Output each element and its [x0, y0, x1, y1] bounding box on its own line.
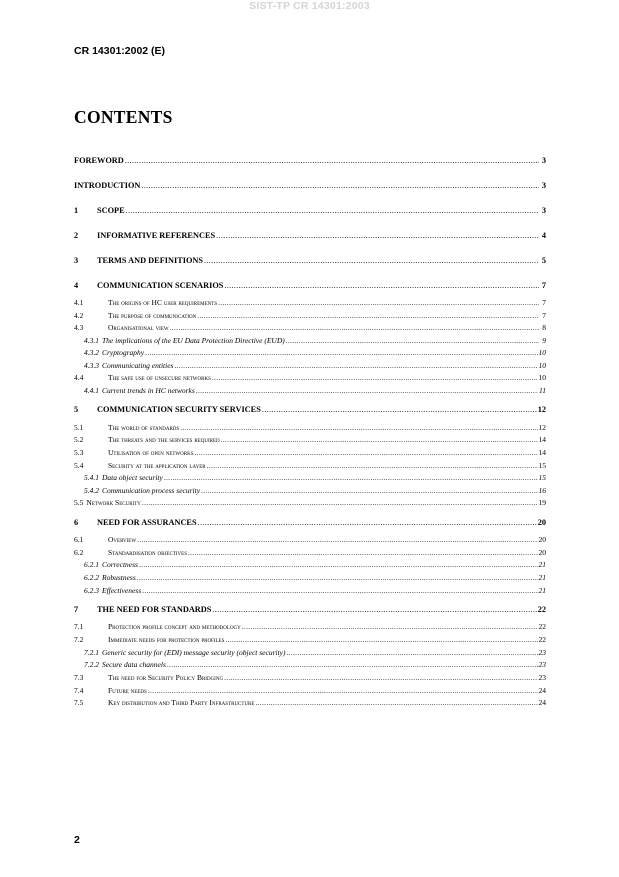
- toc-entry-title: COMMUNICATION SECURITY SERVICES: [97, 405, 261, 414]
- toc-entry-page: 21: [538, 560, 546, 569]
- toc-entry-title: The purpose of communication: [108, 311, 197, 320]
- toc-entry-page: 8: [542, 323, 546, 332]
- toc-entry[interactable]: [74, 686, 546, 696]
- toc-entry[interactable]: [74, 205, 546, 216]
- toc-entry-title: Key distribution and Third Party Infrastructure: [108, 698, 255, 707]
- toc-entry-page: 10: [538, 348, 546, 357]
- document-id: CR 14301:2002 (E): [74, 45, 166, 57]
- toc-entry[interactable]: [74, 373, 546, 383]
- toc-leader-dots: [196, 386, 538, 396]
- toc-entry[interactable]: [74, 230, 546, 241]
- toc-entry[interactable]: [74, 448, 546, 458]
- toc-leader-dots: [197, 311, 539, 321]
- toc-leader-dots: [142, 586, 537, 596]
- toc-entry[interactable]: [74, 361, 546, 371]
- toc-entry-number: 1: [74, 206, 79, 215]
- toc-entry-title: The implications of the EU Data Protection Directive (EUD): [102, 336, 285, 345]
- toc-entry-number: 4.4: [74, 373, 84, 382]
- toc-leader-dots: [216, 230, 539, 241]
- toc-entry-page: 7: [542, 298, 546, 307]
- toc-entry-page: 23: [538, 648, 546, 657]
- toc-entry-page: 3: [541, 156, 546, 165]
- toc-entry-title: Standardisation objectives: [108, 548, 187, 557]
- toc-entry[interactable]: [74, 461, 546, 471]
- toc-entry[interactable]: [74, 622, 546, 632]
- toc-entry-page: 4: [541, 231, 546, 240]
- toc-entry-title: Organisational view: [108, 323, 169, 332]
- toc-entry-page: 23: [538, 660, 546, 669]
- toc-entry-page: 22: [537, 605, 546, 614]
- toc-entry-title: Secure data channels: [102, 660, 166, 669]
- toc-entry[interactable]: [74, 473, 546, 483]
- toc-entry[interactable]: [74, 348, 546, 358]
- toc-leader-dots: [218, 298, 539, 308]
- toc-leader-dots: [204, 255, 539, 266]
- toc-entry-title: Utilisation of open networks: [108, 448, 194, 457]
- toc-entry-number: 5.4.2: [84, 486, 99, 495]
- toc-entry[interactable]: [74, 498, 546, 508]
- toc-entry-page: 22: [538, 635, 546, 644]
- toc-entry-page: 15: [538, 473, 546, 482]
- toc-leader-dots: [224, 673, 537, 683]
- toc-entry[interactable]: [74, 280, 546, 291]
- watermark-text: SIST-TP CR 14301:2003: [249, 0, 370, 12]
- toc-leader-dots: [148, 686, 538, 696]
- toc-entry-number: 4.2: [74, 311, 84, 320]
- toc-entry-page: 22: [538, 622, 546, 631]
- toc-entry-title: The origins of HC user requirements: [108, 298, 218, 307]
- toc-entry-page: 5: [541, 256, 546, 265]
- toc-entry[interactable]: [74, 698, 546, 708]
- toc-leader-dots: [125, 155, 539, 166]
- toc-entry-title: The threats and the services required: [108, 435, 220, 444]
- toc-entry-number: 5.5: [74, 498, 84, 507]
- toc-entry[interactable]: [74, 548, 546, 558]
- toc-entry-number: 7.5: [74, 698, 84, 707]
- toc-leader-dots: [224, 280, 539, 291]
- toc-leader-dots: [139, 560, 538, 570]
- toc-entry[interactable]: [74, 311, 546, 321]
- toc-entry-number: 7.1: [74, 622, 84, 631]
- toc-entry[interactable]: [74, 535, 546, 545]
- toc-entry-number: 7: [74, 605, 79, 614]
- toc-leader-dots: [242, 622, 538, 632]
- toc-entry-number: 7.4: [74, 686, 84, 695]
- toc-entry-title: Immediate needs for protection profiles: [108, 635, 225, 644]
- toc-entry-page: 15: [538, 461, 546, 470]
- toc-entry-number: 5.4.1: [84, 473, 99, 482]
- toc-entry-title: SCOPE: [97, 206, 125, 215]
- toc-entry-title: The need for Security Policy Bridging: [108, 673, 224, 682]
- toc-entry-title: Network Security: [86, 498, 141, 507]
- toc-entry[interactable]: [74, 660, 546, 670]
- toc-leader-dots: [286, 648, 537, 658]
- toc-entry-page: 11: [539, 386, 546, 395]
- toc-entry-number: 6.2: [74, 548, 84, 557]
- toc-entry-number: 5.4: [74, 461, 84, 470]
- toc-entry-title: TERMS AND DEFINITIONS: [97, 256, 204, 265]
- toc-entry-number: 4.1: [74, 298, 84, 307]
- toc-entry-title: Protection profile concept and methodology: [108, 622, 241, 631]
- toc-leader-dots: [262, 404, 537, 415]
- toc-entry-number: 4: [74, 281, 79, 290]
- toc-entry-number: 4.3.2: [84, 348, 99, 357]
- toc-entry-title: Cryptography: [102, 348, 145, 357]
- toc-leader-dots: [212, 604, 536, 615]
- toc-entry-number: 6.1: [74, 535, 84, 544]
- toc-leader-dots: [126, 205, 539, 216]
- toc-entry-number: 5.3: [74, 448, 84, 457]
- toc-entry-page: 21: [538, 586, 546, 595]
- toc-entry[interactable]: [74, 404, 546, 415]
- toc-entry-title: Security at the application layer: [108, 461, 206, 470]
- toc-leader-dots: [221, 435, 538, 445]
- toc-entry-page: 9: [542, 336, 546, 345]
- toc-entry-title: Communication process security: [102, 486, 201, 495]
- page-title: CONTENTS: [74, 107, 173, 127]
- toc-entry-page: 10: [538, 361, 546, 370]
- toc-entry-number: 5.2: [74, 435, 84, 444]
- toc-leader-dots: [212, 373, 538, 383]
- toc-leader-dots: [137, 535, 537, 545]
- toc-leader-dots: [145, 348, 537, 358]
- toc-leader-dots: [286, 336, 539, 346]
- toc-entry-page: 3: [541, 181, 546, 190]
- toc-entry-number: 2: [74, 231, 79, 240]
- toc-entry-page: 3: [541, 206, 546, 215]
- toc-entry-number: 7.2: [74, 635, 84, 644]
- toc-entry-page: 20: [538, 535, 546, 544]
- toc-entry-title: Robustness: [102, 573, 136, 582]
- toc-leader-dots: [194, 448, 537, 458]
- toc-entry-page: 24: [538, 686, 546, 695]
- toc-entry-title: FOREWORD: [74, 156, 124, 165]
- toc-leader-dots: [164, 473, 538, 483]
- toc-entry-page: 14: [538, 435, 546, 444]
- toc-entry[interactable]: [74, 255, 546, 266]
- toc-entry-page: 24: [538, 698, 546, 707]
- toc-entry-title: Data object security: [102, 473, 163, 482]
- toc-entry[interactable]: [74, 586, 546, 596]
- toc-entry[interactable]: [74, 155, 546, 166]
- toc-entry-title: Generic security for (EDI) message security (object security): [102, 648, 286, 657]
- toc-entry[interactable]: [74, 486, 546, 496]
- toc-leader-dots: [225, 635, 537, 645]
- toc-entry-page: 12: [537, 405, 546, 414]
- toc-entry[interactable]: [74, 336, 546, 346]
- toc-entry[interactable]: [74, 573, 546, 583]
- toc-entry-page: 10: [538, 373, 546, 382]
- toc-entry[interactable]: [74, 423, 546, 433]
- toc-entry-number: 4.3.3: [84, 361, 99, 370]
- toc-leader-dots: [137, 573, 538, 583]
- toc-entry-number: 4.3: [74, 323, 84, 332]
- toc-entry[interactable]: [74, 604, 546, 615]
- toc-entry-page: 14: [538, 448, 546, 457]
- toc-entry-number: 5.1: [74, 423, 84, 432]
- toc-leader-dots: [201, 486, 537, 496]
- toc-entry-number: 7.2.2: [84, 660, 99, 669]
- toc-entry-title: Correctness: [102, 560, 138, 569]
- toc-entry[interactable]: [74, 517, 546, 528]
- toc-leader-dots: [188, 548, 538, 558]
- toc-entry-number: 7.2.1: [84, 648, 99, 657]
- toc-entry-title: The world of standards: [108, 423, 180, 432]
- toc-entry-title: Overview: [108, 535, 137, 544]
- toc-entry[interactable]: [74, 180, 546, 191]
- toc-entry-number: 6.2.2: [84, 573, 99, 582]
- toc-entry-title: INTRODUCTION: [74, 181, 141, 190]
- toc-entry-page: 20: [537, 518, 546, 527]
- toc-leader-dots: [167, 660, 538, 670]
- toc-entry[interactable]: [74, 560, 546, 570]
- toc-entry-page: 19: [538, 498, 546, 507]
- toc-entry-page: 21: [538, 573, 546, 582]
- toc-entry-title: INFORMATIVE REFERENCES: [97, 231, 216, 240]
- toc-leader-dots: [142, 498, 538, 508]
- toc-entry[interactable]: [74, 635, 546, 645]
- toc-entry-page: 16: [538, 486, 546, 495]
- toc-entry-number: 6.2.3: [84, 586, 99, 595]
- toc-entry[interactable]: [74, 386, 546, 396]
- toc-entry[interactable]: [74, 323, 546, 333]
- toc-leader-dots: [255, 698, 537, 708]
- toc-entry-title: The safe use of unsecure networks: [108, 373, 211, 382]
- page-number: 2: [74, 834, 80, 846]
- toc-entry-title: Current trends in HC networks: [102, 386, 195, 395]
- toc-entry-page: 7: [542, 311, 546, 320]
- toc-entry[interactable]: [74, 648, 546, 658]
- toc-entry-number: 3: [74, 256, 79, 265]
- toc-entry-title: Future needs: [108, 686, 147, 695]
- toc-entry-number: 7.3: [74, 673, 84, 682]
- toc-entry-title: Communicating entities: [102, 361, 174, 370]
- toc-entry-page: 12: [538, 423, 546, 432]
- toc-leader-dots: [170, 323, 539, 333]
- toc-entry-number: 4.3.1: [84, 336, 99, 345]
- toc-leader-dots: [174, 361, 537, 371]
- toc-entry-number: 6: [74, 518, 79, 527]
- toc-entry-title: THE NEED FOR STANDARDS: [97, 605, 212, 614]
- toc-entry[interactable]: [74, 673, 546, 683]
- toc-entry-number: 6.2.1: [84, 560, 99, 569]
- toc-entry-title: Effectiveness: [102, 586, 142, 595]
- toc-entry[interactable]: [74, 435, 546, 445]
- toc-leader-dots: [141, 180, 539, 191]
- toc-entry[interactable]: [74, 298, 546, 308]
- toc-entry-page: 7: [541, 281, 546, 290]
- toc-leader-dots: [198, 517, 537, 528]
- toc-leader-dots: [180, 423, 537, 433]
- toc-entry-page: 20: [538, 548, 546, 557]
- toc-entry-page: 23: [538, 673, 546, 682]
- toc-leader-dots: [207, 461, 538, 471]
- toc-entry-number: 4.4.1: [84, 386, 99, 395]
- toc-entry-title: NEED FOR ASSURANCES: [97, 518, 197, 527]
- toc-entry-title: COMMUNICATION SCENARIOS: [97, 281, 224, 290]
- toc-entry-number: 5: [74, 405, 79, 414]
